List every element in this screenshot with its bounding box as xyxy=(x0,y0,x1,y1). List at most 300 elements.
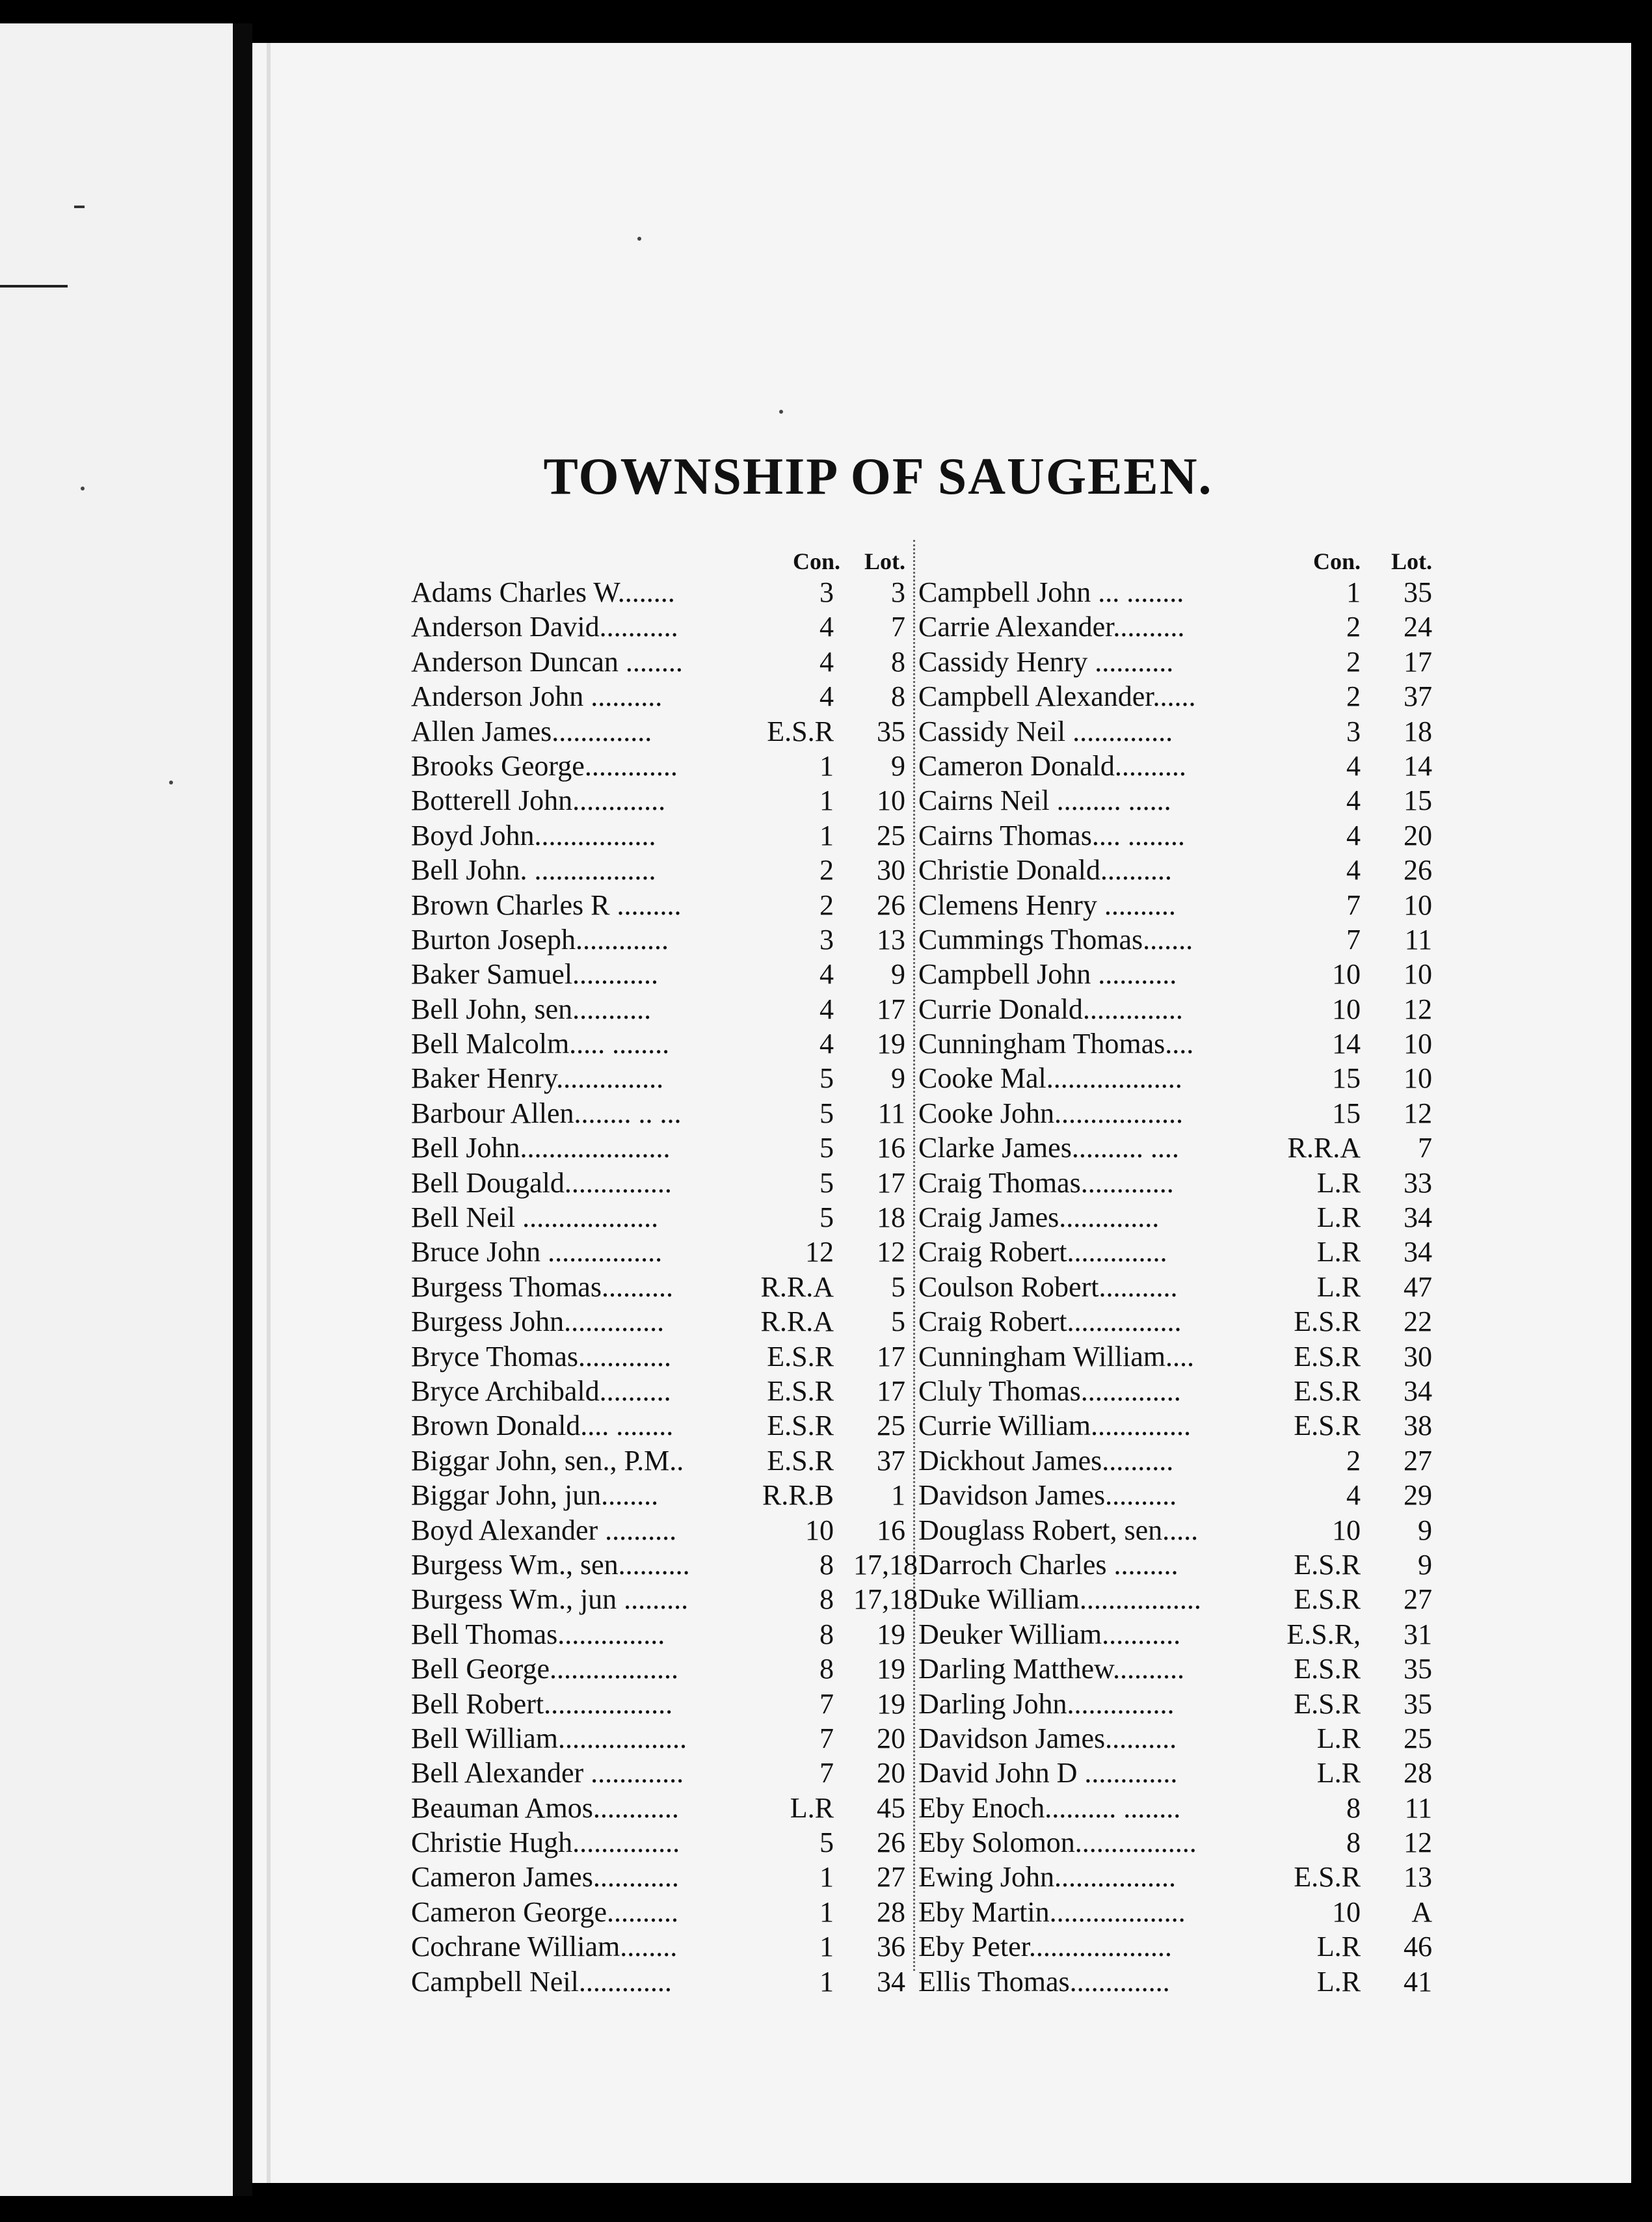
entry-name: Campbell Alexander...... xyxy=(918,680,1196,713)
entry-con: 2 xyxy=(819,889,834,921)
entry-con: L.R xyxy=(1316,1965,1361,1998)
entry-lot: 13 xyxy=(877,923,905,956)
entry-name: Anderson John .......... xyxy=(411,680,663,713)
entry-con: 8 xyxy=(1346,1827,1361,1859)
entry-lot: 19 xyxy=(877,1653,905,1685)
entry-lot: 34 xyxy=(1404,1374,1432,1407)
entry-con: E.S.R xyxy=(767,1340,834,1372)
entry-name: Eby Enoch.......... ........ xyxy=(918,1791,1181,1824)
table-row xyxy=(918,922,1432,957)
entry-con: 8 xyxy=(1346,1791,1361,1824)
entry-lot: 16 xyxy=(877,1132,905,1164)
entry-lot: 15 xyxy=(1404,784,1432,817)
entry-lot: 25 xyxy=(1404,1722,1432,1754)
entry-con: R.R.A xyxy=(760,1305,834,1338)
table-row xyxy=(411,1200,905,1235)
table-row xyxy=(411,1478,905,1512)
entry-lot: 22 xyxy=(1404,1305,1432,1338)
entry-con: 3 xyxy=(1346,715,1361,747)
entry-lot: 35 xyxy=(877,715,905,747)
entry-con: 4 xyxy=(819,611,834,643)
entry-name: Bruce John ................ xyxy=(411,1236,663,1268)
entry-lot: 17 xyxy=(1404,645,1432,678)
entry-name: Bell Thomas............... xyxy=(411,1618,665,1650)
entry-name: Bell Alexander ............. xyxy=(411,1757,684,1789)
table-row xyxy=(918,1582,1432,1616)
table-row xyxy=(411,1339,905,1374)
entry-lot: 11 xyxy=(877,1097,905,1129)
table-row xyxy=(411,818,905,853)
entry-name: Bell William.................. xyxy=(411,1722,687,1754)
table-row xyxy=(411,1513,905,1547)
table-row xyxy=(918,1721,1432,1756)
table-row xyxy=(411,645,905,679)
entry-name: Baker Samuel............ xyxy=(411,958,659,991)
entry-name: Burton Joseph............. xyxy=(411,923,669,956)
column-divider xyxy=(913,540,916,1971)
entry-name: Biggar John, jun........ xyxy=(411,1479,659,1512)
entry-name: Anderson Duncan ........ xyxy=(411,645,683,678)
table-row xyxy=(918,1929,1432,1964)
entry-name: Ellis Thomas.............. xyxy=(918,1965,1170,1998)
entry-lot: 19 xyxy=(877,1028,905,1060)
entry-con: 7 xyxy=(819,1687,834,1720)
entry-con: R.R.A xyxy=(1287,1132,1361,1164)
entry-name: Davidson James.......... xyxy=(918,1722,1177,1754)
entry-name: Bell Neil ................... xyxy=(411,1201,659,1234)
entry-name: Bell John. ................. xyxy=(411,854,656,887)
entry-con: L.R xyxy=(1316,1201,1361,1234)
entry-name: Douglass Robert, sen..... xyxy=(918,1514,1199,1546)
table-row xyxy=(918,1200,1432,1235)
entry-lot: 17,18 xyxy=(853,1583,918,1616)
table-row xyxy=(918,1270,1432,1304)
entry-lot: 9 xyxy=(891,1062,905,1095)
entry-lot: 20 xyxy=(1404,819,1432,851)
entry-lot: 17 xyxy=(877,1166,905,1199)
entry-con: 10 xyxy=(1332,958,1361,991)
entry-lot: 16 xyxy=(877,1514,905,1546)
table-row xyxy=(411,922,905,957)
entry-con: 10 xyxy=(1332,993,1361,1025)
entry-con: E.S.R xyxy=(1294,1305,1361,1338)
table-row xyxy=(918,1166,1432,1200)
entry-name: Bell Malcolm..... ........ xyxy=(411,1028,670,1060)
entry-name: Cooke Mal................... xyxy=(918,1062,1182,1095)
entry-name: Cameron George.......... xyxy=(411,1895,678,1928)
entry-lot: 37 xyxy=(1404,680,1432,713)
entry-lot: 25 xyxy=(877,819,905,851)
table-row xyxy=(411,1166,905,1200)
table-row xyxy=(411,1026,905,1061)
entry-con: 8 xyxy=(819,1618,834,1650)
entry-name: Bell Robert.................. xyxy=(411,1687,673,1720)
table-row xyxy=(918,1617,1432,1652)
entry-con: 4 xyxy=(1346,784,1361,817)
table-row xyxy=(411,1408,905,1443)
entry-con: 2 xyxy=(1346,1444,1361,1477)
entry-con: 2 xyxy=(1346,611,1361,643)
entry-name: Boyd John................. xyxy=(411,819,656,851)
entry-con: R.R.B xyxy=(762,1479,834,1512)
entry-con: 5 xyxy=(819,1132,834,1164)
entry-lot: 8 xyxy=(891,645,905,678)
entry-name: Campbell John ... ........ xyxy=(918,576,1184,608)
entry-name: Clemens Henry .......... xyxy=(918,889,1176,921)
entry-lot: 10 xyxy=(1404,889,1432,921)
table-row xyxy=(918,1235,1432,1269)
page-edge xyxy=(267,43,271,2183)
entry-lot: 38 xyxy=(1404,1410,1432,1442)
entry-name: Brown Charles R ......... xyxy=(411,889,682,921)
table-row xyxy=(918,1026,1432,1061)
table-row xyxy=(918,645,1432,679)
entry-lot: 11 xyxy=(1404,1791,1432,1824)
table-row xyxy=(918,1478,1432,1512)
table-row xyxy=(918,1408,1432,1443)
entry-name: Beauman Amos............ xyxy=(411,1791,679,1824)
entry-name: Cameron James............ xyxy=(411,1861,679,1894)
entry-lot: 7 xyxy=(1418,1132,1432,1164)
entry-lot: 10 xyxy=(877,784,905,817)
entry-con: 15 xyxy=(1332,1062,1361,1095)
entry-name: Cameron Donald.......... xyxy=(918,749,1186,782)
entry-con: E.S.R xyxy=(1294,1583,1361,1616)
entry-lot: 10 xyxy=(1404,958,1432,991)
table-row xyxy=(411,1825,905,1860)
entry-name: Currie William.............. xyxy=(918,1410,1192,1442)
table-row xyxy=(918,888,1432,922)
entry-lot: 24 xyxy=(1404,611,1432,643)
entry-con: 12 xyxy=(805,1236,834,1268)
table-row xyxy=(918,1547,1432,1582)
entry-lot: 36 xyxy=(877,1931,905,1963)
entry-lot: 41 xyxy=(1404,1965,1432,1998)
entry-con: E.S.R xyxy=(767,1444,834,1477)
table-row xyxy=(918,1825,1432,1860)
entry-name: Deuker William........... xyxy=(918,1618,1181,1650)
print-speck xyxy=(637,237,641,241)
entry-con: E.S.R xyxy=(767,1410,834,1442)
entry-lot: 34 xyxy=(1404,1201,1432,1234)
entry-con: E.S.R xyxy=(767,1374,834,1407)
entry-con: 2 xyxy=(819,854,834,887)
table-row xyxy=(411,1687,905,1721)
table-row xyxy=(918,1131,1432,1165)
entry-name: Craig Thomas............. xyxy=(918,1166,1174,1199)
entry-name: Baker Henry............... xyxy=(411,1062,664,1095)
table-row xyxy=(411,888,905,922)
table-row xyxy=(411,1547,918,1582)
entry-name: Duke William................. xyxy=(918,1583,1201,1616)
entry-lot: 30 xyxy=(1404,1340,1432,1372)
entry-lot: 12 xyxy=(1404,1097,1432,1129)
entry-lot: 35 xyxy=(1404,1687,1432,1720)
right-entries xyxy=(918,575,1432,1999)
entry-con: 5 xyxy=(819,1062,834,1095)
entry-name: Cunningham Thomas.... xyxy=(918,1028,1194,1060)
entry-con: 1 xyxy=(819,1861,834,1894)
entry-lot: 46 xyxy=(1404,1931,1432,1963)
entry-lot: 17,18 xyxy=(853,1548,918,1581)
table-row xyxy=(411,1756,905,1790)
entry-con: L.R xyxy=(1316,1166,1361,1199)
entry-con: 5 xyxy=(819,1201,834,1234)
entry-name: Cassidy Henry ........... xyxy=(918,645,1174,678)
entry-name: Eby Peter.................... xyxy=(918,1931,1172,1963)
entry-lot: 11 xyxy=(1404,923,1432,956)
entry-lot: 17 xyxy=(877,1374,905,1407)
entry-name: Cassidy Neil .............. xyxy=(918,715,1173,747)
entry-name: Bell John..................... xyxy=(411,1132,671,1164)
print-speck xyxy=(169,781,173,784)
entry-lot: 5 xyxy=(891,1305,905,1338)
left-entries xyxy=(411,575,918,1999)
entry-con: 4 xyxy=(819,958,834,991)
entry-lot: 35 xyxy=(1404,576,1432,608)
entry-name: Brooks George............. xyxy=(411,749,678,782)
entry-con: E.S.R xyxy=(1294,1340,1361,1372)
entry-name: Burgess Thomas.......... xyxy=(411,1270,673,1303)
right-column xyxy=(918,544,1432,1999)
table-row xyxy=(411,1061,905,1095)
entry-lot: 34 xyxy=(877,1965,905,1998)
entry-name: Cairns Neil ......... ...... xyxy=(918,784,1171,817)
entry-lot: 34 xyxy=(1404,1236,1432,1268)
entry-con: 10 xyxy=(1332,1514,1361,1546)
entry-name: Anderson David........... xyxy=(411,611,678,643)
entry-name: Cairns Thomas.... ........ xyxy=(918,819,1185,851)
table-row xyxy=(411,1443,905,1478)
lot-header: Lot. xyxy=(864,548,905,574)
entry-name: Darling Matthew.......... xyxy=(918,1653,1184,1685)
table-row xyxy=(918,1374,1432,1408)
entry-con: 1 xyxy=(819,749,834,782)
entry-con: 4 xyxy=(819,680,834,713)
table-row xyxy=(411,1791,905,1825)
entry-con: E.S.R, xyxy=(1286,1618,1361,1650)
entry-lot: 31 xyxy=(1404,1618,1432,1650)
table-row xyxy=(918,749,1432,783)
entry-name: Bell John, sen........... xyxy=(411,993,652,1025)
entry-lot: 26 xyxy=(877,889,905,921)
entry-con: 8 xyxy=(819,1653,834,1685)
entry-con: E.S.R xyxy=(1294,1861,1361,1894)
table-row xyxy=(918,1096,1432,1131)
table-row xyxy=(411,1304,905,1339)
table-row xyxy=(918,1791,1432,1825)
entry-con: 8 xyxy=(819,1583,834,1616)
table-row xyxy=(411,1131,905,1165)
table-row xyxy=(918,783,1432,818)
entry-lot: 26 xyxy=(1404,854,1432,887)
table-row xyxy=(411,1895,905,1929)
table-row xyxy=(411,853,905,887)
entry-lot: 12 xyxy=(877,1236,905,1268)
table-row xyxy=(918,1304,1432,1339)
entry-lot: 27 xyxy=(1404,1444,1432,1477)
entry-name: Cunningham William.... xyxy=(918,1340,1194,1372)
entry-lot: A xyxy=(1411,1895,1432,1928)
table-row xyxy=(411,609,905,644)
entry-name: Burgess Wm., sen.......... xyxy=(411,1548,690,1581)
table-row xyxy=(411,1270,905,1304)
entry-con: 5 xyxy=(819,1166,834,1199)
table-row xyxy=(918,1339,1432,1374)
entry-name: Eby Martin................... xyxy=(918,1895,1186,1928)
entry-con: L.R xyxy=(1316,1931,1361,1963)
entry-lot: 14 xyxy=(1404,749,1432,782)
entry-con: 4 xyxy=(1346,749,1361,782)
table-row xyxy=(918,1513,1432,1547)
entry-name: Campbell Neil............. xyxy=(411,1965,672,1998)
entry-con: E.S.R xyxy=(1294,1410,1361,1442)
entry-name: Burgess John.............. xyxy=(411,1305,665,1338)
entry-name: Craig Robert................ xyxy=(918,1305,1182,1338)
table-row xyxy=(411,1235,905,1269)
con-header: Con. xyxy=(792,548,840,574)
entry-lot: 13 xyxy=(1404,1861,1432,1894)
entry-name: Carrie Alexander.......... xyxy=(918,611,1185,643)
entry-con: 7 xyxy=(819,1757,834,1789)
entry-con: 4 xyxy=(819,645,834,678)
table-row xyxy=(918,1061,1432,1095)
entry-lot: 7 xyxy=(891,611,905,643)
entry-name: Currie Donald.............. xyxy=(918,993,1183,1025)
entry-lot: 20 xyxy=(877,1757,905,1789)
entry-lot: 29 xyxy=(1404,1479,1432,1512)
entry-name: Christie Hugh............... xyxy=(411,1827,680,1859)
entry-con: L.R xyxy=(1316,1236,1361,1268)
entry-lot: 3 xyxy=(891,576,905,608)
entry-name: Biggar John, sen., P.M.. xyxy=(411,1444,684,1477)
entry-con: L.R xyxy=(1316,1270,1361,1303)
table-row xyxy=(918,1860,1432,1894)
entry-name: Barbour Allen........ .. ... xyxy=(411,1097,682,1129)
entry-name: Botterell John............. xyxy=(411,784,666,817)
table-row xyxy=(411,1617,905,1652)
table-row xyxy=(411,783,905,818)
entry-lot: 8 xyxy=(891,680,905,713)
entry-lot: 18 xyxy=(1404,715,1432,747)
entry-con: 8 xyxy=(819,1548,834,1581)
table-row xyxy=(411,992,905,1026)
table-row xyxy=(411,1582,918,1616)
entry-name: Darling John............... xyxy=(918,1687,1175,1720)
lot-header: Lot. xyxy=(1391,548,1432,574)
entry-lot: 1 xyxy=(891,1479,905,1512)
entry-lot: 12 xyxy=(1404,1827,1432,1859)
entry-lot: 10 xyxy=(1404,1028,1432,1060)
entry-name: Bell George.................. xyxy=(411,1653,679,1685)
facing-page-edge xyxy=(0,23,233,2196)
table-row xyxy=(918,1687,1432,1721)
entry-con: 2 xyxy=(1346,645,1361,678)
entry-con: 3 xyxy=(819,923,834,956)
entry-lot: 18 xyxy=(877,1201,905,1234)
entry-name: Craig Robert.............. xyxy=(918,1236,1167,1268)
left-column-header xyxy=(411,544,905,575)
entry-name: Cluly Thomas.............. xyxy=(918,1374,1181,1407)
facing-page-mark xyxy=(74,206,85,208)
entry-lot: 9 xyxy=(1418,1514,1432,1546)
entry-name: Cooke John.................. xyxy=(918,1097,1183,1129)
table-row xyxy=(411,1652,905,1686)
entry-lot: 17 xyxy=(877,1340,905,1372)
entry-name: Eby Solomon................. xyxy=(918,1827,1197,1859)
entry-lot: 27 xyxy=(1404,1583,1432,1616)
entry-con: 4 xyxy=(819,993,834,1025)
table-row xyxy=(411,575,905,609)
entry-lot: 10 xyxy=(1404,1062,1432,1095)
entry-lot: 9 xyxy=(891,958,905,991)
table-row xyxy=(411,1096,905,1131)
entry-name: Allen James.............. xyxy=(411,715,652,747)
print-speck xyxy=(779,410,783,414)
entry-lot: 45 xyxy=(877,1791,905,1824)
table-row xyxy=(918,818,1432,853)
entry-name: Dickhout James.......... xyxy=(918,1444,1174,1477)
entry-con: R.R.A xyxy=(760,1270,834,1303)
entry-con: 4 xyxy=(1346,1479,1361,1512)
table-row xyxy=(411,957,905,991)
entry-con: E.S.R xyxy=(1294,1548,1361,1581)
entry-lot: 9 xyxy=(1418,1548,1432,1581)
entry-lot: 20 xyxy=(877,1722,905,1754)
entry-name: Davidson James.......... xyxy=(918,1479,1177,1512)
table-row xyxy=(918,1895,1432,1929)
right-column-header xyxy=(918,544,1432,575)
entry-name: Brown Donald.... ........ xyxy=(411,1410,674,1442)
entry-lot: 5 xyxy=(891,1270,905,1303)
entry-lot: 30 xyxy=(877,854,905,887)
left-column xyxy=(411,544,918,1999)
entry-name: Campbell John ........... xyxy=(918,958,1177,991)
table-row xyxy=(411,1860,905,1894)
entry-name: Darroch Charles ......... xyxy=(918,1548,1179,1581)
table-row xyxy=(918,992,1432,1026)
entry-con: 5 xyxy=(819,1097,834,1129)
entry-name: Craig James.............. xyxy=(918,1201,1160,1234)
entry-name: Bryce Thomas............. xyxy=(411,1340,672,1372)
entry-con: 1 xyxy=(819,1965,834,1998)
table-row xyxy=(918,575,1432,609)
entry-lot: 47 xyxy=(1404,1270,1432,1303)
entry-con: 4 xyxy=(1346,854,1361,887)
table-row xyxy=(918,679,1432,714)
table-row xyxy=(918,609,1432,644)
entry-name: Christie Donald.......... xyxy=(918,854,1172,887)
entry-con: 4 xyxy=(819,1028,834,1060)
entry-con: L.R xyxy=(1316,1722,1361,1754)
entry-con: L.R xyxy=(790,1791,834,1824)
table-row xyxy=(411,749,905,783)
table-row xyxy=(411,1929,905,1964)
table-row xyxy=(918,853,1432,887)
entry-lot: 27 xyxy=(877,1861,905,1894)
page-title: TOWNSHIP OF SAUGEEN. xyxy=(543,448,1213,505)
table-row xyxy=(411,1374,905,1408)
entry-name: Bryce Archibald.......... xyxy=(411,1374,671,1407)
table-row xyxy=(918,957,1432,991)
entry-con: 15 xyxy=(1332,1097,1361,1129)
entry-name: David John D ............. xyxy=(918,1757,1178,1789)
table-row xyxy=(411,714,905,749)
entry-lot: 28 xyxy=(1404,1757,1432,1789)
facing-page-rule xyxy=(0,285,68,288)
con-header: Con. xyxy=(1312,548,1361,574)
entry-name: Ewing John................. xyxy=(918,1861,1176,1894)
